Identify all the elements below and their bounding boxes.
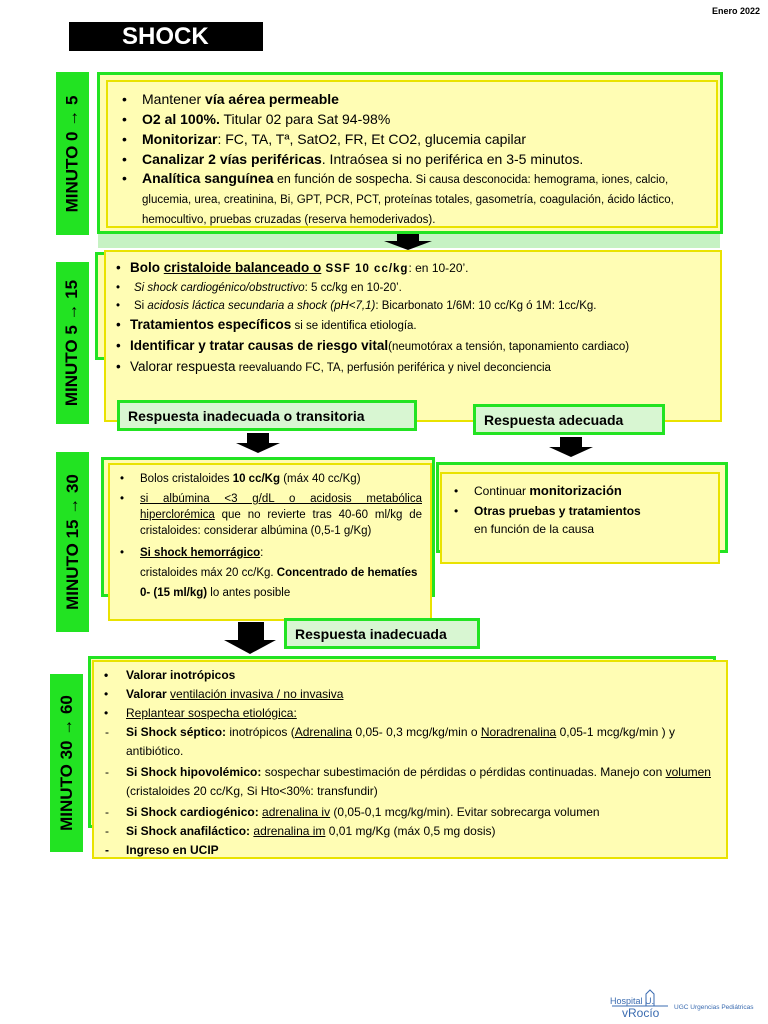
- arrow-down-icon: [397, 234, 419, 241]
- b3-item: • Bolos cristaloides 10 cc/Kg (máx 40 cc/Kg): [112, 471, 422, 487]
- b2-subitem: • Si acidosis láctica secundaria a shock (pH<7,1): Bicarbonato 1/6M: 10 cc/Kg ó 1M: 1cc/Kg.: [112, 297, 714, 315]
- response-inadequate-transient-label: Respuesta inadecuada o transitoria: [117, 400, 417, 431]
- b1-item: • O2 al 100%. Titular 02 para Sat 94-98%: [112, 109, 710, 129]
- block3-content: [108, 463, 432, 621]
- b2-item: • Identificar y tratar causas de riesgo vital(neumotórax a tensión, taponamiento cardiaco): [112, 336, 714, 357]
- b3-hemorrhagic-detail: cristaloides máx 20 cc/Kg. Concentrado de hematíes 0- (15 ml/kg) lo antes posible: [140, 567, 418, 599]
- date-label: Enero 2022: [711, 6, 760, 16]
- b4-item: - Si Shock hipovolémico: sospechar subestimación de pérdidas o pérdidas continuadas. Manejo con volumen (cristaloides 20 cc/Kg, Si Hto<30%: transfundir): [94, 763, 716, 801]
- b1-item: • Monitorizar: FC, TA, Tª, SatO2, FR, Et CO2, glucemia capilar: [112, 129, 710, 149]
- b4-item: • Valorar inotrópicos: [94, 666, 716, 685]
- b1-item: • Canalizar 2 vías periféricas. Intraósea si no periférica en 3-5 minutos.: [112, 149, 710, 169]
- arrow-head-icon: [384, 241, 432, 250]
- b2-subitem: • Si shock cardiogénico/obstructivo: 5 cc/kg en 10-20’.: [112, 279, 714, 297]
- logo-name: Hospital U.: [610, 996, 655, 1006]
- page-title: SHOCK: [69, 22, 263, 51]
- b4-item: • Valorar ventilación invasiva / no invasiva: [94, 685, 716, 704]
- minute-label-0-5: MINUTO 0 → 5: [56, 72, 89, 235]
- b4-item: - Si Shock anafiláctico: adrenalina im 0,01 mg/Kg (máx 0,5 mg dosis): [94, 822, 716, 841]
- logo-name-b: vRocío: [622, 1006, 660, 1020]
- hospital-logo: [610, 986, 760, 1020]
- adequate-content: [440, 472, 720, 564]
- b4-item: - Si Shock cardiogénico: adrenalina iv (0,05-0,1 mcg/kg/min). Evitar sobrecarga volumen: [94, 803, 716, 822]
- arrow-head-icon: [236, 443, 280, 453]
- block2-content: [104, 250, 722, 422]
- adequate-item: • Otras pruebas y tratamientos en función de la causa: [446, 502, 712, 538]
- minute-label-15-30: MINUTO 15 → 30: [56, 452, 89, 632]
- response-inadequate-label: Respuesta inadecuada: [284, 618, 480, 649]
- b2-item: • Tratamientos específicos si se identifica etiología.: [112, 315, 714, 336]
- arrow-down-icon: [560, 437, 582, 447]
- logo-unit: UGC Urgencias Pediátricas: [674, 1004, 754, 1011]
- block1-content: [106, 80, 718, 228]
- b4-item: • Replantear sospecha etiológica:: [94, 704, 716, 723]
- b1-item: • Analítica sanguínea en función de sospecha. Si causa desconocida: hemograma, iones, calcio, glucemia, urea, creatinina, Bi, GPT, PCR, PCT, proteínas totales, gasometría, coagulación, ácido láctico, hemocultivo, pruebas cruzadas (reserva hemoderivados).: [112, 169, 710, 229]
- b4-item: - Ingreso en UCIP: [94, 841, 716, 860]
- minute-label-30-60: MINUTO 30 → 60: [50, 674, 83, 852]
- adequate-item: • Continuar monitorización: [446, 482, 712, 500]
- b3-item: • Si shock hemorrágico:: [112, 545, 422, 561]
- block4-content: [92, 660, 728, 859]
- b2-item: • Bolo cristaloide balanceado o SSF 10 cc/kg: en 10-20’.: [112, 258, 714, 279]
- arrow-head-icon: [224, 640, 276, 654]
- arrow-down-icon: [238, 622, 264, 640]
- b2-item: • Valorar respuesta reevaluando FC, TA, perfusión periférica y nivel deconciencia: [112, 357, 714, 378]
- minute-label-5-15: MINUTO 5 → 15: [56, 262, 89, 424]
- arrow-down-icon: [247, 433, 269, 443]
- b1-item: • Mantener vía aérea permeable: [112, 89, 710, 109]
- b4-item: - Si Shock séptico: inotrópicos (Adrenalina 0,05- 0,3 mcg/kg/min o Noradrenalina 0,05-1 mcg/kg/min ) y antibiótico.: [94, 723, 716, 761]
- b3-item: • si albúmina <3 g/dL o acidosis metabólica hiperclorémica que no revierte tras 40-60 ml/kg de cristaloides: considerar albúmina (0,5-1 g/Kg): [112, 491, 422, 539]
- arrow-head-icon: [549, 447, 593, 457]
- response-adequate-label: Respuesta adecuada: [473, 404, 665, 435]
